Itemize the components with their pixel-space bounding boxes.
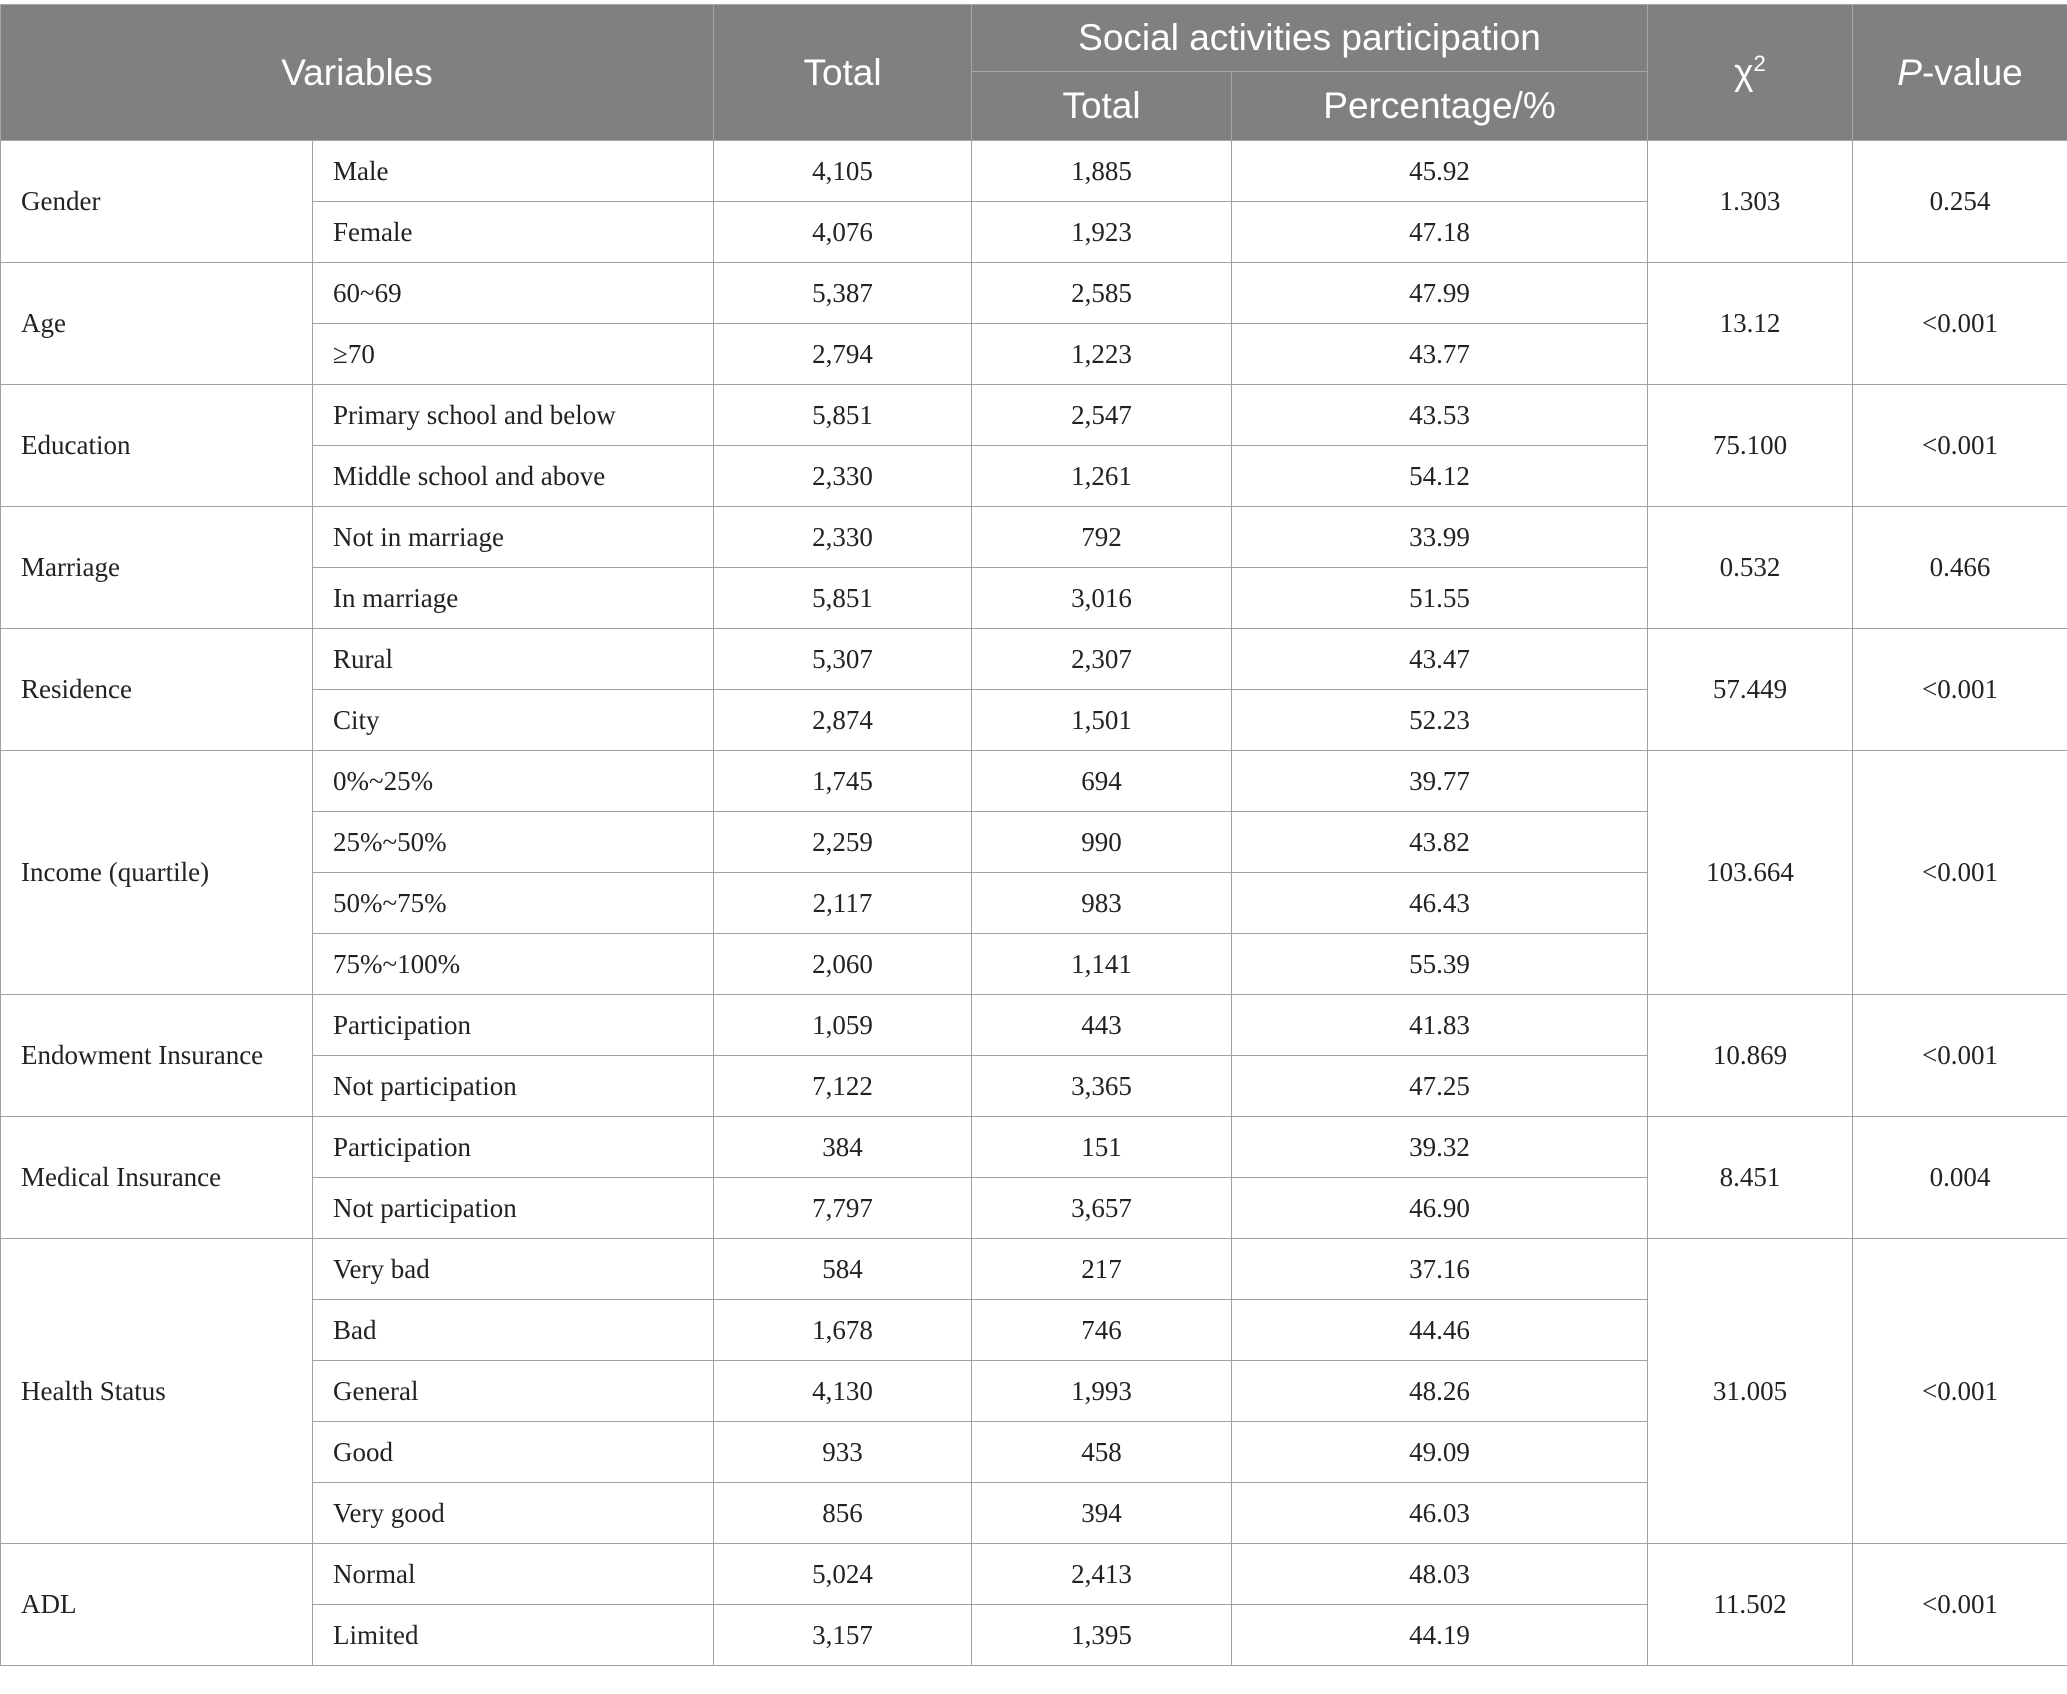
participation-total-cell: 3,365 <box>972 1056 1232 1117</box>
participation-total-cell: 2,585 <box>972 263 1232 324</box>
p-value-cell: <0.001 <box>1853 1239 2067 1544</box>
chi-square-cell: 0.532 <box>1648 507 1853 629</box>
total-cell: 856 <box>714 1483 972 1544</box>
percentage-cell: 45.92 <box>1232 141 1648 202</box>
p-value-cell: <0.001 <box>1853 629 2067 751</box>
chi-square-cell: 13.12 <box>1648 263 1853 385</box>
category-label: 50%~75% <box>313 873 714 934</box>
header-chi-square <box>1648 5 1853 141</box>
participation-total-cell: 458 <box>972 1422 1232 1483</box>
variable-name: Education <box>1 385 313 507</box>
table-row <box>1 263 2067 324</box>
total-cell: 584 <box>714 1239 972 1300</box>
participation-total-cell: 1,885 <box>972 141 1232 202</box>
variable-name: Medical Insurance <box>1 1117 313 1239</box>
header-p-value <box>1853 5 2067 141</box>
header-variables: Variables <box>1 5 714 141</box>
participation-total-cell: 746 <box>972 1300 1232 1361</box>
table-row <box>1 995 2067 1056</box>
table-row <box>1 751 2067 812</box>
data-table <box>0 4 2067 1666</box>
chi-square-cell: 57.449 <box>1648 629 1853 751</box>
total-cell: 2,117 <box>714 873 972 934</box>
percentage-cell: 54.12 <box>1232 446 1648 507</box>
variable-name: Endowment Insurance <box>1 995 313 1117</box>
header-social-activities: Social activities participation <box>972 5 1648 72</box>
percentage-cell: 48.26 <box>1232 1361 1648 1422</box>
category-label: Limited <box>313 1605 714 1666</box>
category-label: City <box>313 690 714 751</box>
total-cell: 2,874 <box>714 690 972 751</box>
percentage-cell: 39.32 <box>1232 1117 1648 1178</box>
p-value-cell: <0.001 <box>1853 385 2067 507</box>
chi-square-cell: 31.005 <box>1648 1239 1853 1544</box>
total-cell: 2,794 <box>714 324 972 385</box>
participation-total-cell: 792 <box>972 507 1232 568</box>
p-value-cell: <0.001 <box>1853 995 2067 1117</box>
table-row <box>1 1117 2067 1178</box>
participation-total-cell: 151 <box>972 1117 1232 1178</box>
p-value-cell: 0.004 <box>1853 1117 2067 1239</box>
percentage-cell: 47.99 <box>1232 263 1648 324</box>
total-cell: 2,259 <box>714 812 972 873</box>
participation-total-cell: 2,413 <box>972 1544 1232 1605</box>
percentage-cell: 46.03 <box>1232 1483 1648 1544</box>
category-label: Bad <box>313 1300 714 1361</box>
percentage-cell: 37.16 <box>1232 1239 1648 1300</box>
percentage-cell: 33.99 <box>1232 507 1648 568</box>
participation-total-cell: 3,016 <box>972 568 1232 629</box>
variable-name: Income (quartile) <box>1 751 313 995</box>
category-label: 60~69 <box>313 263 714 324</box>
category-label: In marriage <box>313 568 714 629</box>
total-cell: 4,130 <box>714 1361 972 1422</box>
category-label: Normal <box>313 1544 714 1605</box>
category-label: Very good <box>313 1483 714 1544</box>
total-cell: 4,105 <box>714 141 972 202</box>
percentage-cell: 55.39 <box>1232 934 1648 995</box>
total-cell: 2,330 <box>714 507 972 568</box>
category-label: 25%~50% <box>313 812 714 873</box>
category-label: Rural <box>313 629 714 690</box>
category-label: Good <box>313 1422 714 1483</box>
chi-square-cell: 10.869 <box>1648 995 1853 1117</box>
participation-total-cell: 1,923 <box>972 202 1232 263</box>
percentage-cell: 43.53 <box>1232 385 1648 446</box>
percentage-cell: 48.03 <box>1232 1544 1648 1605</box>
table-row <box>1 507 2067 568</box>
percentage-cell: 46.90 <box>1232 1178 1648 1239</box>
header-participation-total: Total <box>972 72 1232 141</box>
header-percentage: Percentage/% <box>1232 72 1648 141</box>
p-value-cell: 0.466 <box>1853 507 2067 629</box>
percentage-cell: 44.46 <box>1232 1300 1648 1361</box>
p-suffix: -value <box>1921 51 2023 93</box>
chi-square-cell: 103.664 <box>1648 751 1853 995</box>
total-cell: 4,076 <box>714 202 972 263</box>
variable-name: ADL <box>1 1544 313 1666</box>
total-cell: 384 <box>714 1117 972 1178</box>
total-cell: 5,387 <box>714 263 972 324</box>
category-label: Middle school and above <box>313 446 714 507</box>
table-row <box>1 1239 2067 1300</box>
chi-symbol: χ <box>1734 51 1754 93</box>
total-cell: 7,797 <box>714 1178 972 1239</box>
variable-name: Marriage <box>1 507 313 629</box>
participation-total-cell: 2,307 <box>972 629 1232 690</box>
total-cell: 2,330 <box>714 446 972 507</box>
percentage-cell: 43.82 <box>1232 812 1648 873</box>
p-value-cell: 0.254 <box>1853 141 2067 263</box>
category-label: Male <box>313 141 714 202</box>
table-row <box>1 141 2067 202</box>
chi-superscript: 2 <box>1753 51 1766 77</box>
p-value-cell: <0.001 <box>1853 263 2067 385</box>
variable-name: Gender <box>1 141 313 263</box>
total-cell: 5,024 <box>714 1544 972 1605</box>
category-label: Primary school and below <box>313 385 714 446</box>
percentage-cell: 52.23 <box>1232 690 1648 751</box>
category-label: Not participation <box>313 1056 714 1117</box>
percentage-cell: 47.25 <box>1232 1056 1648 1117</box>
total-cell: 1,059 <box>714 995 972 1056</box>
participation-total-cell: 1,501 <box>972 690 1232 751</box>
total-cell: 1,745 <box>714 751 972 812</box>
table-row <box>1 385 2067 446</box>
percentage-cell: 46.43 <box>1232 873 1648 934</box>
table-body <box>1 141 2067 1666</box>
percentage-cell: 51.55 <box>1232 568 1648 629</box>
category-label: ≥70 <box>313 324 714 385</box>
total-cell: 5,307 <box>714 629 972 690</box>
category-label: Participation <box>313 1117 714 1178</box>
total-cell: 933 <box>714 1422 972 1483</box>
variable-name: Health Status <box>1 1239 313 1544</box>
table-row <box>1 1544 2067 1605</box>
p-value-cell: <0.001 <box>1853 1544 2067 1666</box>
chi-square-cell: 11.502 <box>1648 1544 1853 1666</box>
total-cell: 7,122 <box>714 1056 972 1117</box>
total-cell: 1,678 <box>714 1300 972 1361</box>
category-label: 0%~25% <box>313 751 714 812</box>
participation-total-cell: 2,547 <box>972 385 1232 446</box>
category-label: General <box>313 1361 714 1422</box>
participation-total-cell: 1,395 <box>972 1605 1232 1666</box>
percentage-cell: 43.77 <box>1232 324 1648 385</box>
participation-total-cell: 1,261 <box>972 446 1232 507</box>
participation-total-cell: 3,657 <box>972 1178 1232 1239</box>
percentage-cell: 43.47 <box>1232 629 1648 690</box>
participation-total-cell: 394 <box>972 1483 1232 1544</box>
participation-total-cell: 1,141 <box>972 934 1232 995</box>
category-label: 75%~100% <box>313 934 714 995</box>
p-letter: P <box>1897 51 1922 93</box>
participation-total-cell: 694 <box>972 751 1232 812</box>
participation-total-cell: 990 <box>972 812 1232 873</box>
percentage-cell: 44.19 <box>1232 1605 1648 1666</box>
header-total: Total <box>714 5 972 141</box>
total-cell: 5,851 <box>714 385 972 446</box>
table-header <box>1 5 2067 141</box>
chi-square-cell: 75.100 <box>1648 385 1853 507</box>
percentage-cell: 47.18 <box>1232 202 1648 263</box>
table-row <box>1 629 2067 690</box>
chi-square-cell: 8.451 <box>1648 1117 1853 1239</box>
category-label: Female <box>313 202 714 263</box>
percentage-cell: 39.77 <box>1232 751 1648 812</box>
participation-total-cell: 1,223 <box>972 324 1232 385</box>
total-cell: 5,851 <box>714 568 972 629</box>
category-label: Not participation <box>313 1178 714 1239</box>
p-value-cell: <0.001 <box>1853 751 2067 995</box>
percentage-cell: 41.83 <box>1232 995 1648 1056</box>
total-cell: 3,157 <box>714 1605 972 1666</box>
category-label: Not in marriage <box>313 507 714 568</box>
total-cell: 2,060 <box>714 934 972 995</box>
percentage-cell: 49.09 <box>1232 1422 1648 1483</box>
variable-name: Age <box>1 263 313 385</box>
category-label: Very bad <box>313 1239 714 1300</box>
chi-square-cell: 1.303 <box>1648 141 1853 263</box>
variable-name: Residence <box>1 629 313 751</box>
participation-total-cell: 217 <box>972 1239 1232 1300</box>
participation-total-cell: 983 <box>972 873 1232 934</box>
category-label: Participation <box>313 995 714 1056</box>
participation-total-cell: 1,993 <box>972 1361 1232 1422</box>
participation-total-cell: 443 <box>972 995 1232 1056</box>
